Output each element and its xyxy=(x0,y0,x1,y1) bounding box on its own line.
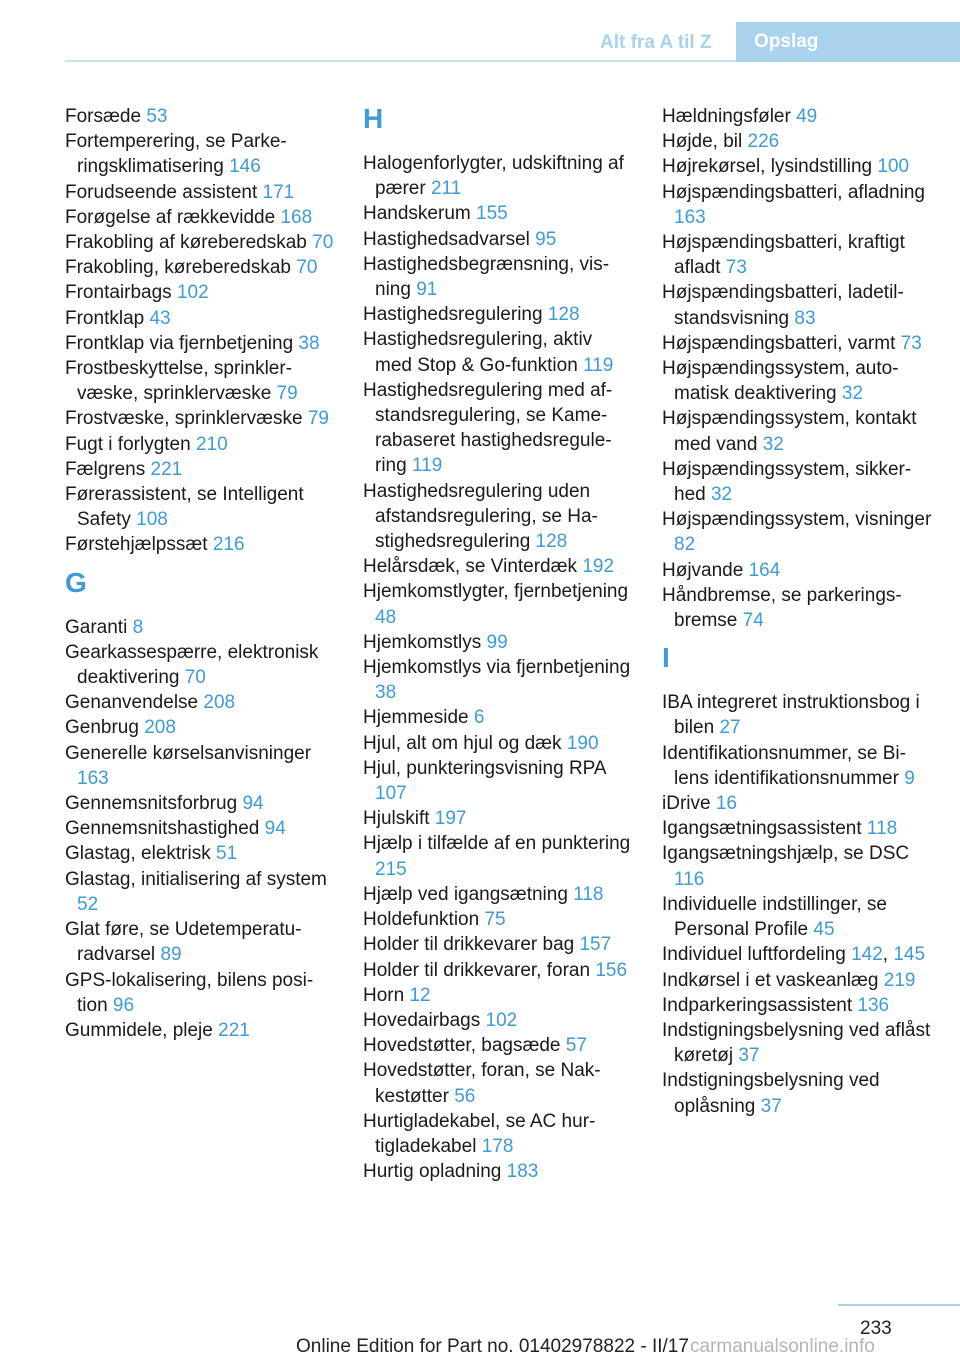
index-entry xyxy=(363,554,633,579)
index-entry xyxy=(662,1068,932,1118)
page-reference-link[interactable]: 216 xyxy=(212,534,245,556)
index-entry-text: Igangsætningshjælp, se DSC xyxy=(662,843,910,865)
index-entry-text: Fortemperering, se Parkeringsklimatisering xyxy=(65,131,287,178)
index-entry-text: Højspændingssystem, visninger xyxy=(662,509,932,531)
page-reference-link[interactable]: 9 xyxy=(904,767,915,789)
index-entry-text: Hjælp ved igangsætning xyxy=(363,883,568,905)
page-reference-link[interactable]: 48 xyxy=(375,606,397,628)
page-reference-link[interactable]: 208 xyxy=(144,717,176,739)
index-entry xyxy=(662,507,932,557)
page-reference-link[interactable]: 102 xyxy=(176,282,209,304)
index-entry-text: Hastighedsregulering med afstandsregulering, se Kamerabaseret hastighedsregulering xyxy=(363,379,613,477)
page-reference-link[interactable]: 221 xyxy=(218,1019,250,1041)
index-entry-text: Hjul, alt om hjul og dæk xyxy=(363,732,562,754)
edition-note: Online Edition for Part no. 01402978822 - II/17 xyxy=(296,1336,689,1357)
page-reference-link[interactable]: 100 xyxy=(877,156,910,178)
page-reference-link[interactable]: 163 xyxy=(674,206,706,228)
index-entry xyxy=(662,583,932,633)
page-reference-link[interactable]: 38 xyxy=(375,682,397,704)
index-entry xyxy=(65,280,335,305)
index-entry xyxy=(662,841,932,891)
index-entry-text: Frostvæske, sprinklervæske xyxy=(65,408,303,430)
page-reference-link[interactable]: 108 xyxy=(136,509,168,531)
page-reference-link[interactable]: 145 xyxy=(893,944,926,966)
index-entry-text: Højvande xyxy=(662,559,744,581)
index-entry-text: Frontklap via fjernbetjening xyxy=(65,332,294,354)
page-reference-link[interactable]: 102 xyxy=(485,1009,518,1031)
index-entry xyxy=(363,1033,633,1058)
index-entry-text: Højspændingssystem, automatisk deaktivering xyxy=(662,358,899,405)
page-reference-link[interactable]: 8 xyxy=(132,616,144,638)
index-entry xyxy=(363,151,633,201)
page-reference-link[interactable]: 128 xyxy=(535,531,568,553)
index-entry-text: Frontairbags xyxy=(65,282,172,304)
index-entry-text: Gearkassespærre, elektronisk deaktivering xyxy=(65,641,319,689)
index-entry-text: Hovedstøtter, foran, se Nakkestøtter xyxy=(363,1060,601,1107)
index-entry-text: Forudseende assistent xyxy=(65,181,258,203)
index-entry xyxy=(363,655,633,705)
index-entry-text: Hjemkomstlys via fjernbetjening xyxy=(363,657,631,679)
page-reference-link[interactable]: 32 xyxy=(841,383,864,405)
page-reference-link[interactable]: 178 xyxy=(481,1135,514,1157)
index-entry xyxy=(662,406,932,456)
index-entry-text: Glastag, initialisering af system xyxy=(65,868,327,890)
index-entry xyxy=(65,230,335,255)
index-entry xyxy=(662,1018,932,1068)
page-reference-link[interactable]: 156 xyxy=(595,959,628,981)
index-column-1 xyxy=(65,104,335,1043)
index-entry-text: Forøgelse af rækkevidde xyxy=(65,206,276,228)
index-entry xyxy=(65,331,335,356)
page-reference-link[interactable]: 37 xyxy=(760,1095,782,1117)
index-entry-text: Hastighedsregulering uden afstandsregulering, se Hastighedsregulering xyxy=(363,480,598,553)
index-entry xyxy=(662,230,932,280)
index-entry-text: Gummidele, pleje xyxy=(65,1019,213,1041)
index-entry-text: Fælgrens xyxy=(65,458,146,480)
index-entry xyxy=(363,831,633,881)
page-reference-link[interactable]: 16 xyxy=(715,793,737,815)
index-entry xyxy=(65,356,335,406)
index-entry xyxy=(363,756,633,806)
index-entry-text: Forsæde xyxy=(65,106,142,127)
page-reference-link[interactable]: 49 xyxy=(796,106,818,127)
page-reference-link[interactable]: 171 xyxy=(262,181,295,203)
page-reference-link[interactable]: 74 xyxy=(742,610,764,632)
index-entry xyxy=(363,579,633,629)
page-reference-link[interactable]: 118 xyxy=(573,883,604,905)
index-entry xyxy=(363,630,633,655)
index-entry-text: Handskerum xyxy=(363,203,471,225)
page-reference-link[interactable]: 211 xyxy=(430,178,462,200)
index-entry-text: Højspændingsbatteri, varmt xyxy=(662,332,896,354)
index-entry xyxy=(662,129,932,154)
page-reference-link[interactable]: 94 xyxy=(264,818,286,840)
page-reference-link[interactable]: 32 xyxy=(710,484,733,506)
index-entry xyxy=(65,615,335,640)
index-entry-text: Individuelle indstillinger, se Personal Profile xyxy=(662,893,887,941)
page-reference-link[interactable]: 190 xyxy=(566,732,599,754)
page-reference-link[interactable]: 52 xyxy=(77,893,99,915)
index-entry xyxy=(65,715,335,740)
page-reference-link[interactable]: 75 xyxy=(484,909,506,931)
page-reference-link[interactable]: 27 xyxy=(719,717,741,739)
page-reference-link[interactable]: 99 xyxy=(486,631,508,653)
index-entry xyxy=(65,1018,335,1043)
index-entry xyxy=(662,457,932,507)
index-entry xyxy=(662,741,932,791)
index-entry-text: Genbrug xyxy=(65,717,139,739)
index-entry-text: Førerassistent, se Intelligent Safety xyxy=(65,484,304,531)
index-entry xyxy=(65,255,335,280)
index-entry xyxy=(363,932,633,957)
page-reference-link[interactable]: 45 xyxy=(813,919,835,941)
page-reference-link[interactable]: 57 xyxy=(565,1035,587,1057)
index-entry xyxy=(363,252,633,302)
index-entry xyxy=(363,1058,633,1108)
page-reference-link[interactable]: 192 xyxy=(582,556,615,578)
page-reference-link[interactable]: 6 xyxy=(473,707,485,729)
index-entry xyxy=(662,690,932,740)
index-entry-text: Hurtig opladning xyxy=(363,1161,502,1183)
index-entry-text: Glat føre, se Udetemperaturadvarsel xyxy=(65,919,302,966)
index-entry xyxy=(65,532,335,557)
index-entry xyxy=(363,705,633,730)
page-reference-link[interactable]: 155 xyxy=(476,203,508,225)
index-entry xyxy=(363,201,633,226)
index-entry xyxy=(65,306,335,331)
index-entry xyxy=(65,917,335,967)
index-entry-text: IBA integreret instruktionsbog i bilen xyxy=(662,692,920,739)
index-entry xyxy=(662,104,932,129)
index-entry-text: GPS-lokalisering, bilens position xyxy=(65,969,314,1016)
index-entry-text: Indkørsel i et vaskeanlæg xyxy=(662,969,879,991)
index-entry xyxy=(662,154,932,179)
index-entry-text: iDrive xyxy=(662,793,711,815)
page-reference-link[interactable]: 32 xyxy=(762,433,784,455)
index-entry-text: Horn xyxy=(363,984,405,1006)
index-entry-text: Højde, bil xyxy=(662,131,743,153)
index-entry-text: Hjemkomstlys xyxy=(363,631,482,653)
index-entry xyxy=(363,1159,633,1184)
header-tab: Opslag xyxy=(736,22,960,62)
page-reference-link[interactable]: 70 xyxy=(312,232,334,254)
index-entry xyxy=(662,791,932,816)
header-section-title: Alt fra A til Z xyxy=(600,32,712,53)
page-reference-link[interactable]: 197 xyxy=(434,808,467,830)
index-entry xyxy=(363,479,633,555)
index-entry xyxy=(65,432,335,457)
index-entry-text: Helårsdæk, se Vinterdæk xyxy=(363,556,578,578)
index-entry-text: Hastighedsadvarsel xyxy=(363,228,530,250)
index-entry-text: Hovedairbags xyxy=(363,1009,481,1031)
index-entry xyxy=(65,104,335,129)
page-reference-link[interactable]: 43 xyxy=(149,307,171,329)
index-entry xyxy=(363,907,633,932)
page-reference-link[interactable]: 146 xyxy=(229,156,261,178)
index-entry xyxy=(662,892,932,942)
page-reference-link[interactable]: 96 xyxy=(112,994,135,1016)
index-entry xyxy=(662,993,932,1018)
index-entry xyxy=(65,816,335,841)
index-entry xyxy=(363,1109,633,1159)
page-reference-link[interactable]: 118 xyxy=(866,818,898,840)
index-entry-text: Glastag, elektrisk xyxy=(65,843,211,865)
index-entry-text: Højspændingsbatteri, afladning xyxy=(662,181,925,203)
index-entry xyxy=(662,356,932,406)
index-entry xyxy=(363,983,633,1008)
page-reference-link[interactable]: 219 xyxy=(883,969,916,991)
page-reference-link[interactable]: 157 xyxy=(579,934,612,956)
page-reference-link[interactable]: 89 xyxy=(160,944,182,966)
index-entry xyxy=(363,1008,633,1033)
index-entry-text: Højspændingssystem, sikkerhed xyxy=(662,458,912,506)
page-reference-link[interactable]: 91 xyxy=(416,279,438,301)
index-entry xyxy=(363,882,633,907)
page-reference-link[interactable]: 51 xyxy=(216,843,238,865)
index-entry xyxy=(363,731,633,756)
page-reference-link[interactable]: 142 xyxy=(851,944,883,966)
index-entry xyxy=(363,806,633,831)
footer-rule xyxy=(838,1304,960,1306)
page-reference-link[interactable]: 94 xyxy=(242,793,264,815)
page-reference-link[interactable]: 128 xyxy=(547,304,580,326)
page-reference-link[interactable]: 79 xyxy=(276,383,298,405)
index-entry xyxy=(662,280,932,330)
index-entry xyxy=(65,640,335,690)
index-entry-text: Frontklap xyxy=(65,307,145,329)
page-reference-link[interactable]: 56 xyxy=(454,1085,476,1107)
page-reference-link[interactable]: 73 xyxy=(725,257,747,279)
page-reference-link[interactable]: 164 xyxy=(748,559,781,581)
index-entry xyxy=(65,741,335,791)
index-entry-text: Frakobling, køreberedskab xyxy=(65,257,291,279)
index-entry xyxy=(662,968,932,993)
page-reference-link[interactable]: 37 xyxy=(738,1045,760,1067)
index-entry xyxy=(363,302,633,327)
index-entry xyxy=(662,331,932,356)
index-entry-text: Indparkeringsassistent xyxy=(662,994,853,1016)
page-reference-link[interactable]: 107 xyxy=(375,783,407,805)
index-entry-text: Indstigningsbelysning ved aflåst køretøj xyxy=(662,1019,931,1067)
page-reference-link[interactable]: 82 xyxy=(674,534,696,556)
index-entry-text: Frakobling af køreberedskab xyxy=(65,232,307,254)
page-reference-link[interactable]: 53 xyxy=(146,106,168,127)
index-entry xyxy=(65,457,335,482)
index-entry xyxy=(65,841,335,866)
index-entry xyxy=(65,205,335,230)
index-entry: Individuel luftfordeling 142, 145 xyxy=(662,944,926,966)
index-entry-text: Indstigningsbelysning ved oplåsning xyxy=(662,1070,880,1117)
index-entry-text: Holder til drikkevarer bag xyxy=(363,934,575,956)
page-reference-link[interactable]: 83 xyxy=(794,307,816,329)
page-reference-link[interactable]: 119 xyxy=(411,455,443,477)
index-entry-text: Hastighedsregulering, aktiv med Stop & Go-funktion xyxy=(363,329,593,376)
index-entry-text: Hjemkomstlygter, fjernbetjening xyxy=(363,581,629,603)
index-letter-heading: I xyxy=(662,642,670,674)
index-entry-text: Højspændingssystem, kontakt med vand xyxy=(662,408,917,455)
page-reference-link[interactable]: 163 xyxy=(77,767,109,789)
index-entry-text: Hjemmeside xyxy=(363,707,469,729)
watermark: carmanualsonline.info xyxy=(690,1336,875,1357)
index-entry-text: Hastighedsregulering xyxy=(363,304,543,326)
page-reference-link[interactable]: 116 xyxy=(674,868,705,890)
index-entry-text: Garanti xyxy=(65,616,128,638)
index-column-2 xyxy=(363,104,633,1184)
page-reference-link[interactable]: 70 xyxy=(296,257,318,279)
page-reference-link[interactable]: 226 xyxy=(747,131,780,153)
page-reference-link[interactable]: 70 xyxy=(184,667,206,689)
page-reference-link[interactable]: 136 xyxy=(857,994,890,1016)
index-entry-text: Hastighedsbegrænsning, visning xyxy=(363,253,610,301)
page-reference-link[interactable]: 215 xyxy=(375,858,407,880)
index-entry-text: Gennemsnitshastighed xyxy=(65,818,260,840)
index-entry xyxy=(65,482,335,532)
index-entry xyxy=(363,378,633,479)
index-entry-text: Identifikationsnummer, se Bilens identifikationsnummer xyxy=(662,742,906,789)
index-entry-text: Holdefunktion xyxy=(363,909,480,931)
index-entry xyxy=(363,958,633,983)
index-entry-text: Hjulskift xyxy=(363,808,430,830)
index-entry xyxy=(65,180,335,205)
index-entry-text: Højrekørsel, lysindstilling xyxy=(662,156,873,178)
index-entry-text: Højspændingsbatteri, kraftigt afladt xyxy=(662,232,905,279)
page-number: 233 xyxy=(860,1318,892,1339)
index-entry-text: Fugt i forlygten xyxy=(65,433,191,455)
index-entry xyxy=(662,816,932,841)
index-entry-text: Hældningsføler xyxy=(662,106,791,127)
index-entry xyxy=(65,791,335,816)
index-entry xyxy=(662,180,932,230)
index-entry xyxy=(65,867,335,917)
index-entry xyxy=(65,129,335,179)
page-reference-link[interactable]: 73 xyxy=(900,332,922,354)
index-letter-heading: G xyxy=(65,566,87,598)
index-entry xyxy=(662,558,932,583)
index-entry xyxy=(65,690,335,715)
page-reference-link[interactable]: 210 xyxy=(195,433,228,455)
index-entry-text: Hjælp i tilfælde af en punktering xyxy=(363,833,631,855)
index-entry xyxy=(363,227,633,252)
index-entry-text: Igangsætningsassistent xyxy=(662,818,862,840)
index-entry-text: Individuel luftfordeling xyxy=(662,944,846,966)
index-entry xyxy=(65,968,335,1018)
page-reference-link[interactable]: 12 xyxy=(409,984,431,1006)
index-entry xyxy=(363,327,633,377)
index-entry-text: Gennemsnitsforbrug xyxy=(65,793,238,815)
index-letter-heading: H xyxy=(363,103,384,134)
page-reference-link[interactable]: 119 xyxy=(583,354,614,376)
page-reference-link[interactable]: 221 xyxy=(150,458,183,480)
page-reference-link[interactable]: 208 xyxy=(203,692,236,714)
index-entry-text: Hjul, punkteringsvisning RPA xyxy=(363,757,606,779)
page-reference-link[interactable]: 38 xyxy=(298,332,320,354)
page-reference-link[interactable]: 79 xyxy=(307,408,329,430)
index-entry-text: Holder til drikkevarer, foran xyxy=(363,959,591,981)
page-reference-link[interactable]: 168 xyxy=(280,206,313,228)
index-entry-text: Håndbremse, se parkeringsbremse xyxy=(662,584,902,632)
page-reference-link[interactable]: 95 xyxy=(535,228,557,250)
index-entry-text: Halogenforlygter, udskiftning af pærer xyxy=(363,153,624,200)
index-entry-text: Højspændingsbatteri, ladetilstandsvisning xyxy=(662,282,904,329)
index-entry-text: Generelle kørselsanvisninger xyxy=(65,742,312,764)
index-entry-text: Frostbeskyttelse, sprinklervæske, sprinklervæske xyxy=(65,358,293,405)
index-column-3 xyxy=(662,104,932,1119)
index-entry-text: Genanvendelse xyxy=(65,692,199,714)
index-entry-text: Hurtigladekabel, se AC hurtigladekabel xyxy=(363,1110,596,1157)
page-reference-link[interactable]: 183 xyxy=(506,1161,539,1183)
index-entry-text: Hovedstøtter, bagsæde xyxy=(363,1035,561,1057)
index-entry-text: Førstehjælpssæt xyxy=(65,534,208,556)
index-entry xyxy=(65,406,335,431)
